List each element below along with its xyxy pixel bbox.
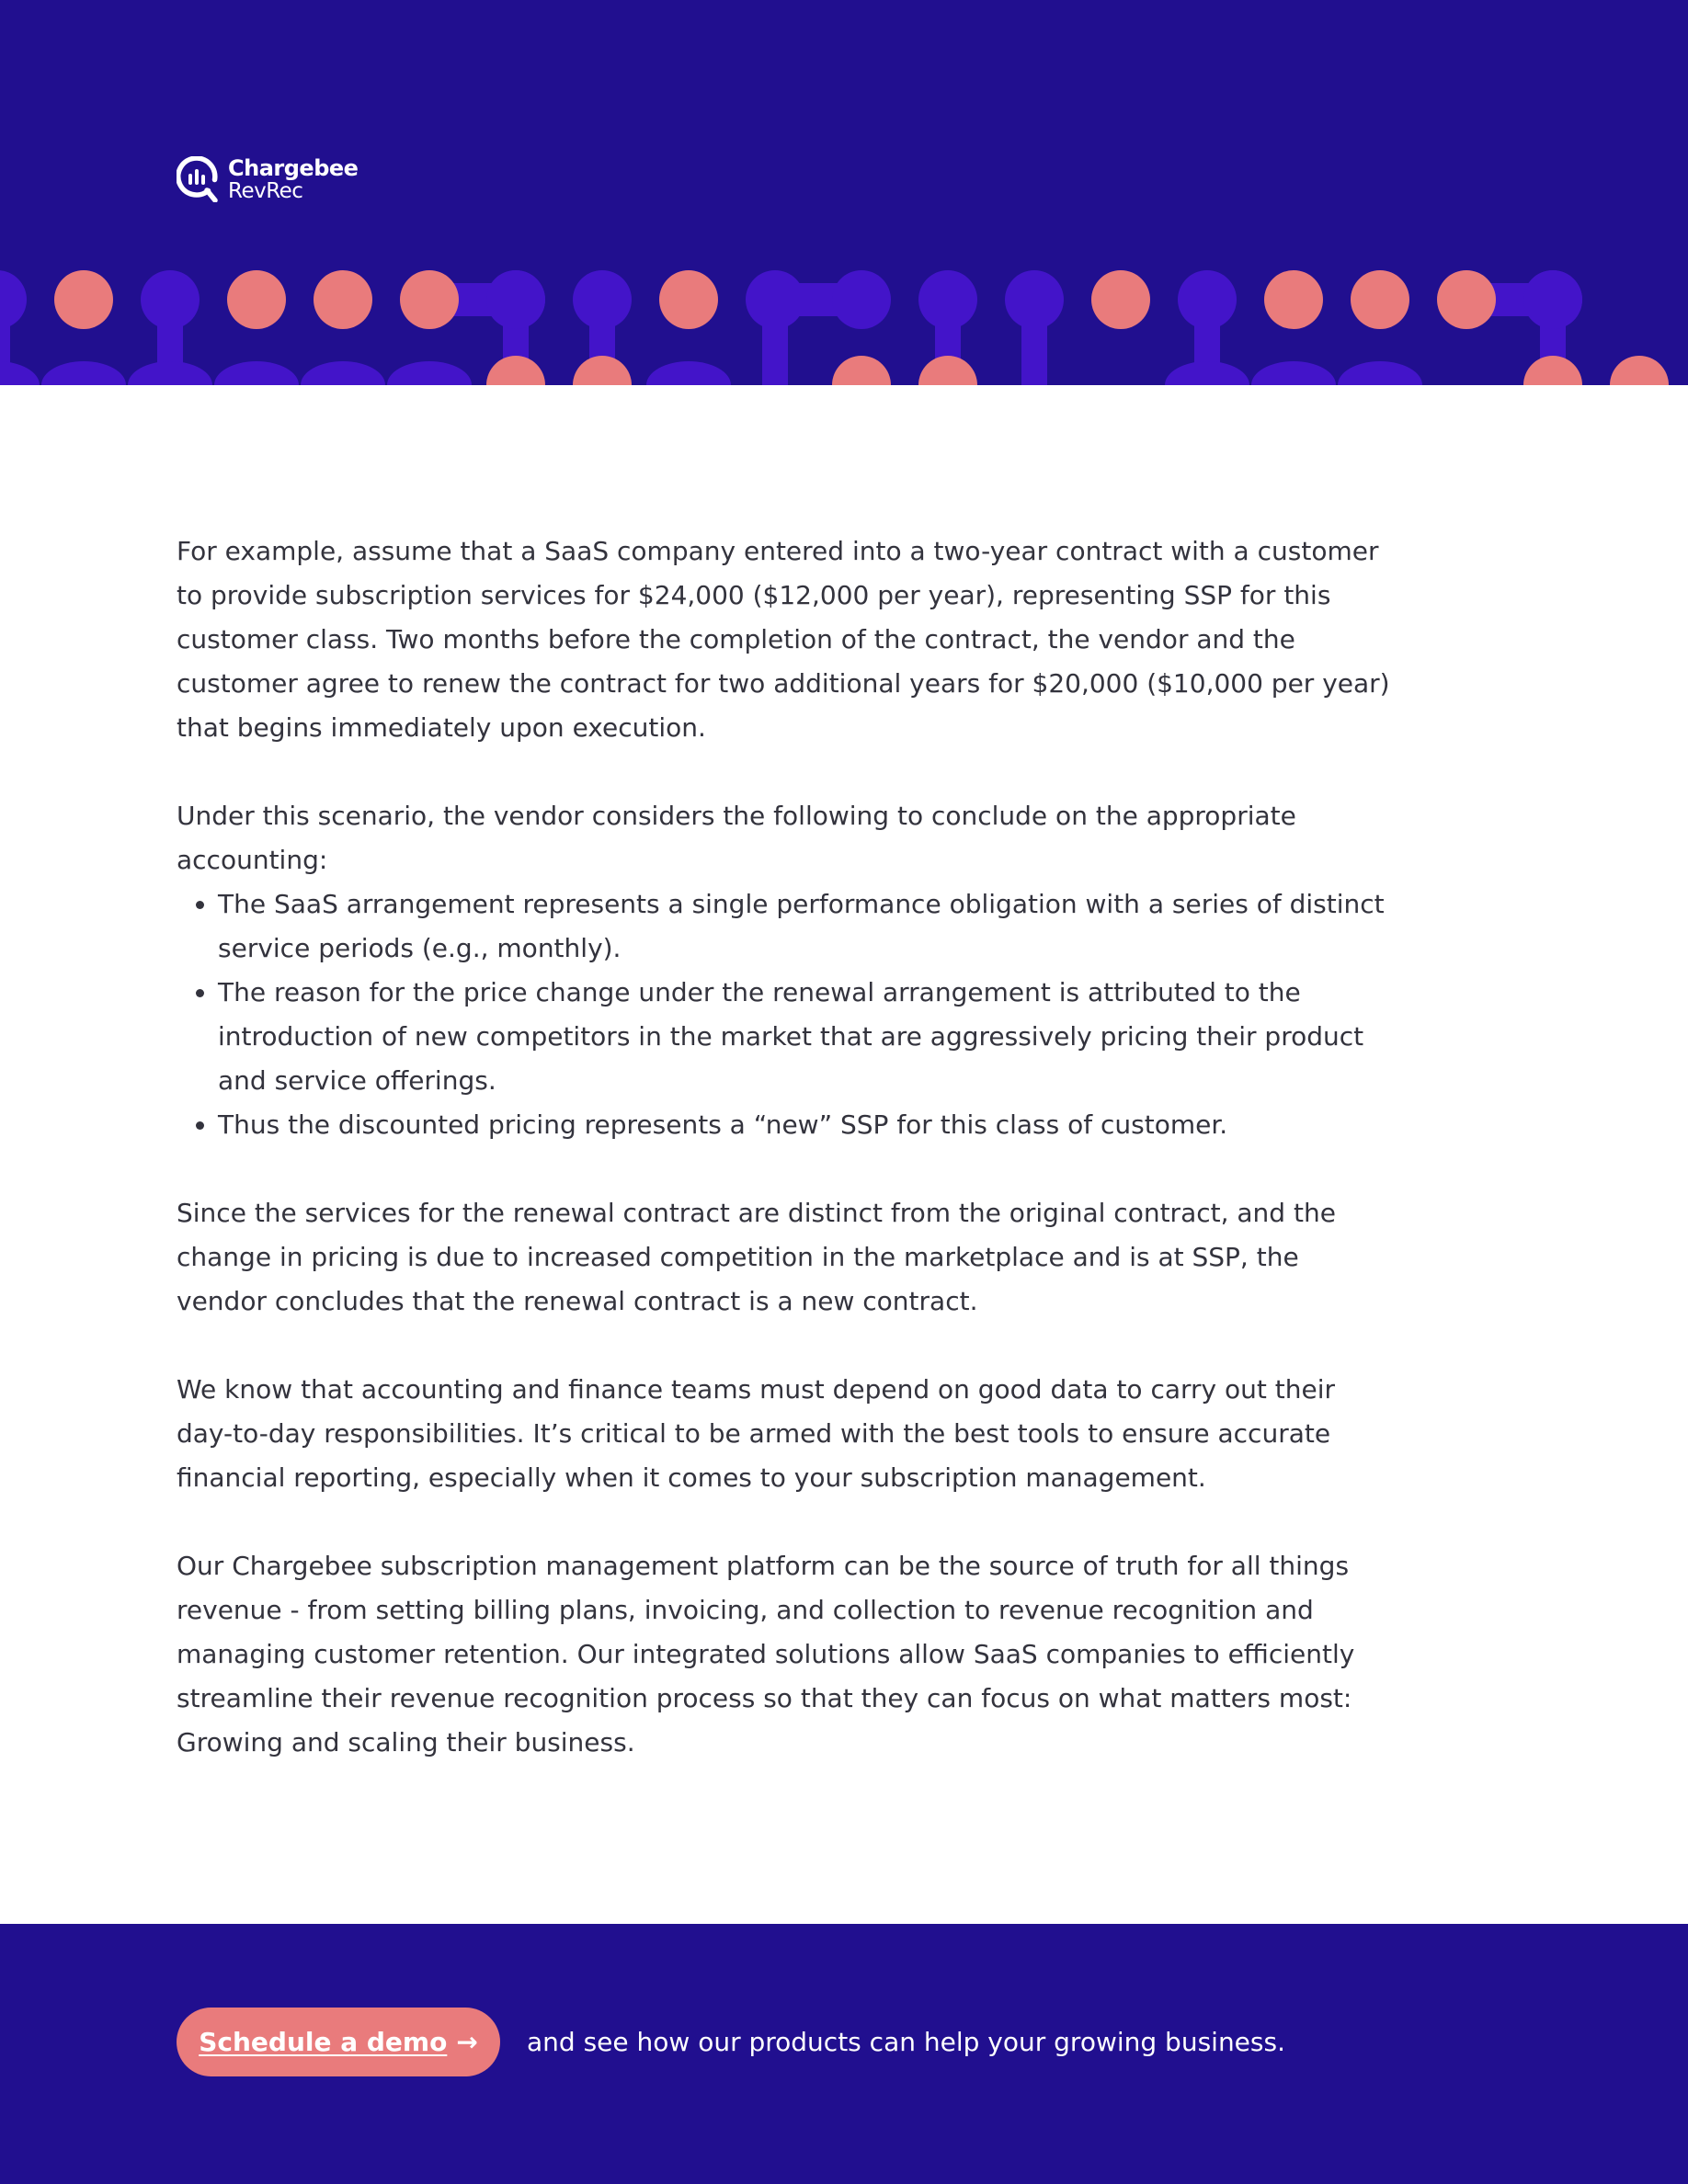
- chargebee-logo-icon: [177, 156, 219, 202]
- pattern-shape: [1338, 361, 1422, 385]
- decorative-dot-pattern: [0, 257, 1688, 385]
- pattern-shape: [1251, 361, 1336, 385]
- paragraph-data: We know that accounting and finance teams must depend on good data to carry out their day-to-day responsibilities. It’s critical to be armed with the best tools to ensure accurate financial reporting, especially when it comes to your subscription management.: [177, 1374, 1336, 1493]
- brand-name: Chargebee: [228, 154, 359, 181]
- considerations-list: [177, 882, 1390, 1147]
- list-item: • Thus the discounted pricing represents a “new” SSP for this class of customer.: [218, 1103, 1390, 1147]
- pattern-dot: [1351, 270, 1409, 329]
- paragraph-platform: Our Chargebee subscription management platform can be the source of truth for all things revenue - from setting billing plans, invoicing, and collection to revenue recognition and managing customer retention. Our integrated solutions allow SaaS companies to efficiently streamline their revenue recognition process so that they can focus on what matters most: Growing and scaling their business.: [177, 1551, 1355, 1757]
- pattern-shape: [832, 270, 891, 329]
- pattern-dot: [54, 270, 113, 329]
- pattern-shape: [486, 270, 545, 329]
- pattern-dot: [1437, 270, 1496, 329]
- pattern-dot: [486, 356, 545, 385]
- pattern-shape: [301, 361, 385, 385]
- pattern-dot: [659, 270, 718, 329]
- pattern-dot: [1610, 356, 1669, 385]
- paragraph-scenario: Under this scenario, the vendor considers the following to conclude on the appropriate accounting:: [177, 801, 1296, 875]
- pattern-dot: [400, 270, 459, 329]
- paragraph-example: For example, assume that a SaaS company entered into a two-year contract with a customer to provide subscription services for $24,000 ($12,000 per year), representing SSP for this customer class. Two months before the completion of the contract, the vendor and the customer agree to renew the contract for two additional years for $20,000 ($10,000 per year) that begins immediately upon execution.: [177, 536, 1390, 743]
- schedule-demo-label: Schedule a demo: [199, 2027, 448, 2057]
- pattern-dot: [1523, 356, 1582, 385]
- list-item: • The reason for the price change under the renewal arrangement is attributed to the introduction of new competitors in the market that are aggressively pricing their product and service offerings.: [218, 971, 1390, 1103]
- header-banner: [0, 0, 1688, 385]
- pattern-shape: [214, 361, 299, 385]
- pattern-shape: [1523, 270, 1582, 329]
- cta-description: and see how our products can help your growing business.: [527, 2027, 1285, 2057]
- brand-product: RevRec: [228, 178, 303, 203]
- pattern-dot: [227, 270, 286, 329]
- pattern-shape: [0, 361, 40, 385]
- pattern-shape: [1021, 300, 1047, 385]
- pattern-shape: [387, 361, 472, 385]
- pattern-shape: [646, 361, 731, 385]
- pattern-dot: [1091, 270, 1150, 329]
- pattern-shape: [1165, 361, 1249, 385]
- pattern-shape: [41, 361, 126, 385]
- paragraph-conclusion: Since the services for the renewal contract are distinct from the original contract, and the change in pricing is due to increased competition in the marketplace and is at SSP, the vendor concludes that the renewal contract is a new contract.: [177, 1198, 1336, 1316]
- pattern-dot: [832, 356, 891, 385]
- schedule-demo-button[interactable]: [177, 2008, 500, 2076]
- pattern-dot: [918, 356, 977, 385]
- brand-logo[interactable]: [177, 156, 358, 202]
- pattern-dot: [573, 356, 632, 385]
- list-item: • The SaaS arrangement represents a single performance obligation with a series of distinct service periods (e.g., monthly).: [218, 882, 1390, 971]
- pattern-shape: [128, 361, 212, 385]
- cta-footer: [0, 1924, 1688, 2184]
- article-body: [177, 529, 1390, 1809]
- pattern-dot: [314, 270, 372, 329]
- arrow-right-icon: →: [456, 2027, 478, 2057]
- pattern-dot: [1264, 270, 1323, 329]
